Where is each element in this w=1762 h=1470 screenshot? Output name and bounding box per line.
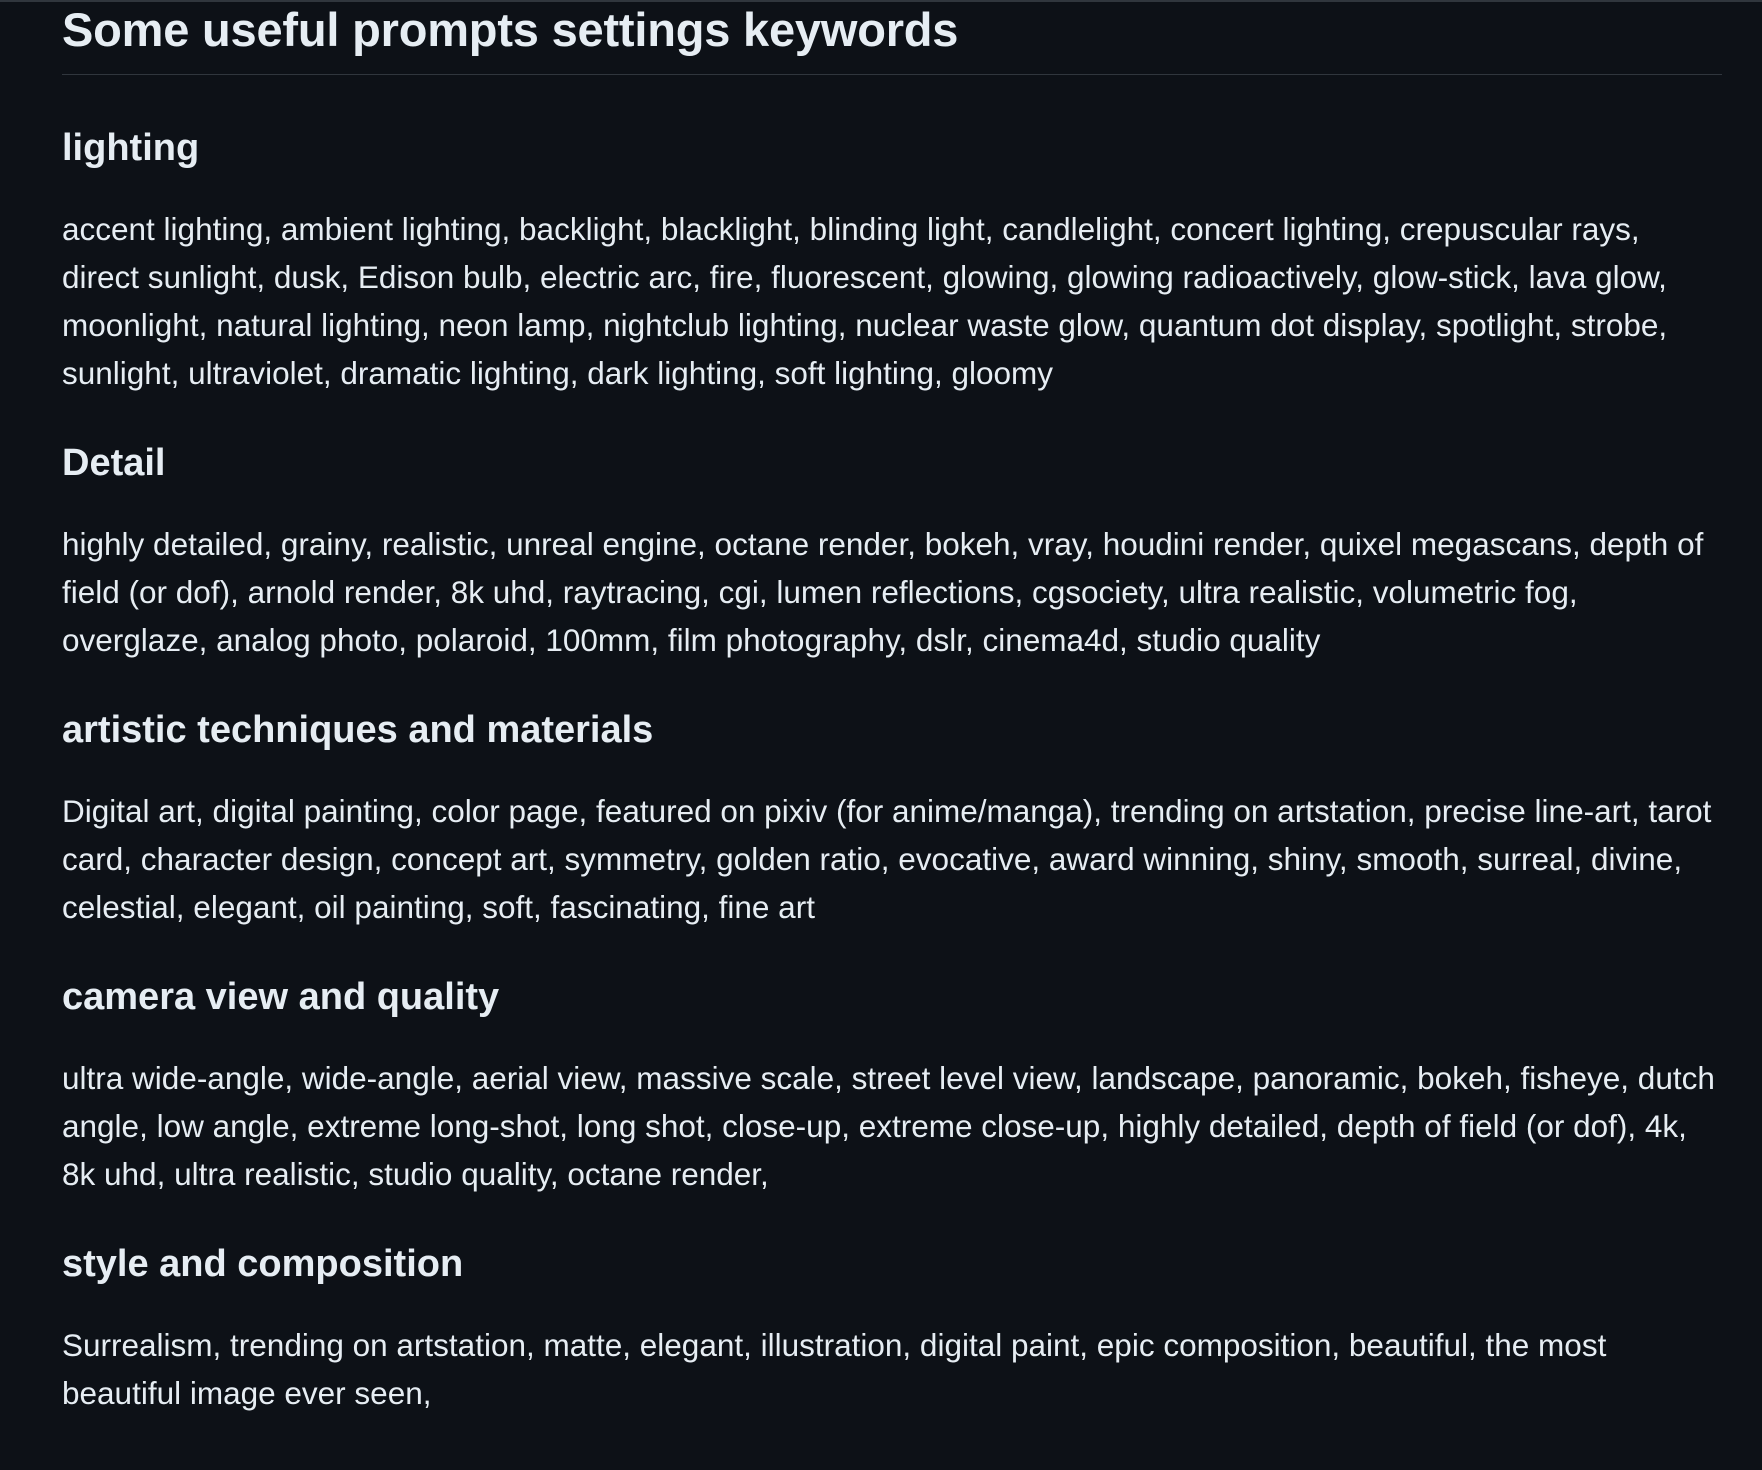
page-title: Some useful prompts settings keywords: [62, 0, 1722, 75]
section-artistic-techniques: [62, 706, 1722, 931]
section-style-composition: [62, 1240, 1722, 1417]
section-heading: camera view and quality: [62, 976, 500, 1018]
section-heading: lighting: [62, 127, 200, 169]
section-lighting: [62, 124, 1722, 397]
keyword-list: Digital art, digital painting, color page, featured on pixiv (for anime/manga), trending on artstation, precise line-art, tarot card, character design, concept art, symmetry, golden ratio, evocative, award winning, shiny, smooth, surreal, divine, celestial, elegant, oil painting, soft, fascinating, fine art: [62, 793, 1712, 925]
section-camera-view: [62, 973, 1722, 1198]
section-heading: Detail: [62, 442, 166, 484]
section-heading: style and composition: [62, 1243, 464, 1285]
markdown-body: [62, 0, 1722, 1417]
keyword-list: highly detailed, grainy, realistic, unreal engine, octane render, bokeh, vray, houdini render, quixel megascans, depth of field (or dof), arnold render, 8k uhd, raytracing, cgi, lumen reflections, cgsociety, ultra realistic, volumetric fog, overglaze, analog photo, polaroid, 100mm, film photography, dslr, cinema4d, studio quality: [62, 526, 1704, 658]
keyword-list: accent lighting, ambient lighting, backlight, blacklight, blinding light, candlelight, concert lighting, crepuscular rays, direct sunlight, dusk, Edison bulb, electric arc, fire, fluorescent, glowing, glowing radioactively, glow-stick, lava glow, moonlight, natural lighting, neon lamp, nightclub lighting, nuclear waste glow, quantum dot display, spotlight, strobe, sunlight, ultraviolet, dramatic lighting, dark lighting, soft lighting, gloomy: [62, 211, 1668, 391]
section-heading: artistic techniques and materials: [62, 709, 654, 751]
keyword-list: ultra wide-angle, wide-angle, aerial view, massive scale, street level view, landscape, panoramic, bokeh, fisheye, dutch angle, low angle, extreme long-shot, long shot, close-up, extreme close-up, highly detailed, depth of field (or dof), 4k, 8k uhd, ultra realistic, studio quality, octane render,: [62, 1060, 1715, 1192]
section-detail: [62, 439, 1722, 664]
keyword-list: Surrealism, trending on artstation, matte, elegant, illustration, digital paint, epic composition, beautiful, the most beautiful image ever seen,: [62, 1327, 1607, 1411]
